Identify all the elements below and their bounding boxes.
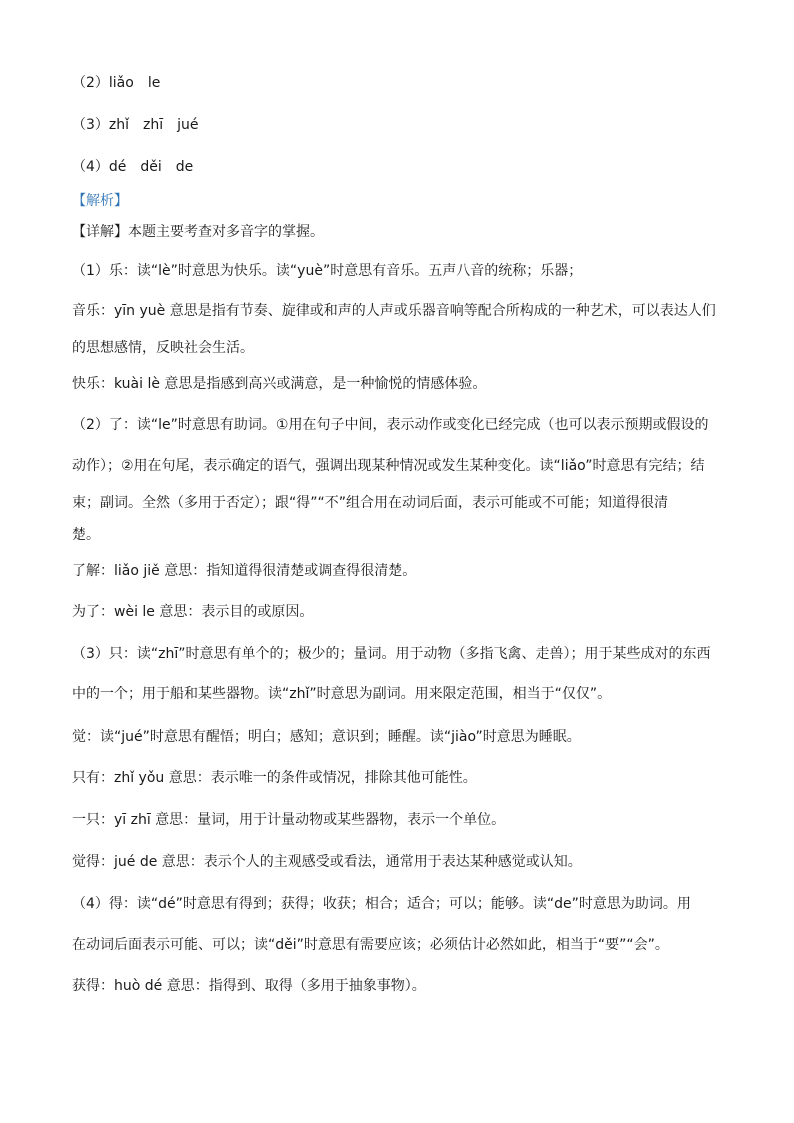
text-line: 快乐：kuài lè 意思是指感到高兴或满意，是一种愉悦的情感体验。 bbox=[72, 376, 487, 392]
analysis-heading: 【解析】 bbox=[72, 193, 128, 209]
text-line: 一只：yī zhī 意思：量词，用于计量动物或某些器物，表示一个单位。 bbox=[72, 812, 506, 828]
text-line: （2）了：读“le”时意思有助词。①用在句子中间，表示动作或变化已经完成（也可以表示预期或假设的 bbox=[72, 417, 709, 433]
text-line: （1）乐：读“lè”时意思为快乐。读“yuè”时意思有音乐。五声八音的统称；乐器； bbox=[72, 263, 583, 279]
text-line: 觉：读“jué”时意思有醒悟；明白；感知；意识到；睡醒。读“jiào”时意思为睡眠。 bbox=[72, 729, 581, 745]
text-line: 了解：liǎo jiě 意思：指知道得很清楚或调查得很清楚。 bbox=[72, 563, 417, 579]
text-line: 获得：huò dé 意思：指得到、取得（多用于抽象事物）。 bbox=[72, 978, 426, 994]
answer-3: （3）zhǐ zhī jué bbox=[72, 117, 199, 133]
text-line: （4）得：读“dé”时意思有得到；获得；收获；相合；适合；可以；能够。读“de”时意思为助词。用 bbox=[72, 896, 691, 912]
text-line: 为了：wèi le 意思：表示目的或原因。 bbox=[72, 604, 314, 620]
text-line: 的思想感情，反映社会生活。 bbox=[72, 340, 254, 356]
text-line: 只有：zhǐ yǒu 意思：表示唯一的条件或情况，排除其他可能性。 bbox=[72, 770, 477, 786]
answer-4: （4）dé děi de bbox=[72, 159, 194, 175]
text-line: 楚。 bbox=[72, 527, 100, 543]
text-line: 在动词后面表示可能、可以；读“děi”时意思有需要应该；必须估计必然如此，相当于“要”“会”。 bbox=[72, 937, 669, 953]
detail-intro: 【详解】本题主要考查对多音字的掌握。 bbox=[72, 224, 324, 240]
text-line: 动作）；②用在句尾，表示确定的语气，强调出现某种情况或发生某种变化。读“liǎo”时意思有完结；结 bbox=[72, 458, 705, 474]
text-line: （3）只：读“zhī”时意思有单个的；极少的；量词。用于动物（多指飞禽、走兽）；用于某些成对的东西 bbox=[72, 646, 711, 662]
answer-2: （2）liǎo le bbox=[72, 75, 161, 91]
text-line: 觉得：jué de 意思：表示个人的主观感受或看法，通常用于表达某种感觉或认知。 bbox=[72, 854, 582, 870]
text-line: 束；副词。全然（多用于否定）；跟“得”“不”组合用在动词后面，表示可能或不可能；知道得很清 bbox=[72, 495, 669, 511]
text-line: 中的一个；用于船和某些器物。读“zhǐ”时意思为副词。用来限定范围，相当于“仅仅”。 bbox=[72, 686, 612, 702]
text-line: 音乐：yīn yuè 意思是指有节奏、旋律或和声的人声或乐器音响等配合所构成的一种艺术，可以表达人们 bbox=[72, 303, 716, 319]
